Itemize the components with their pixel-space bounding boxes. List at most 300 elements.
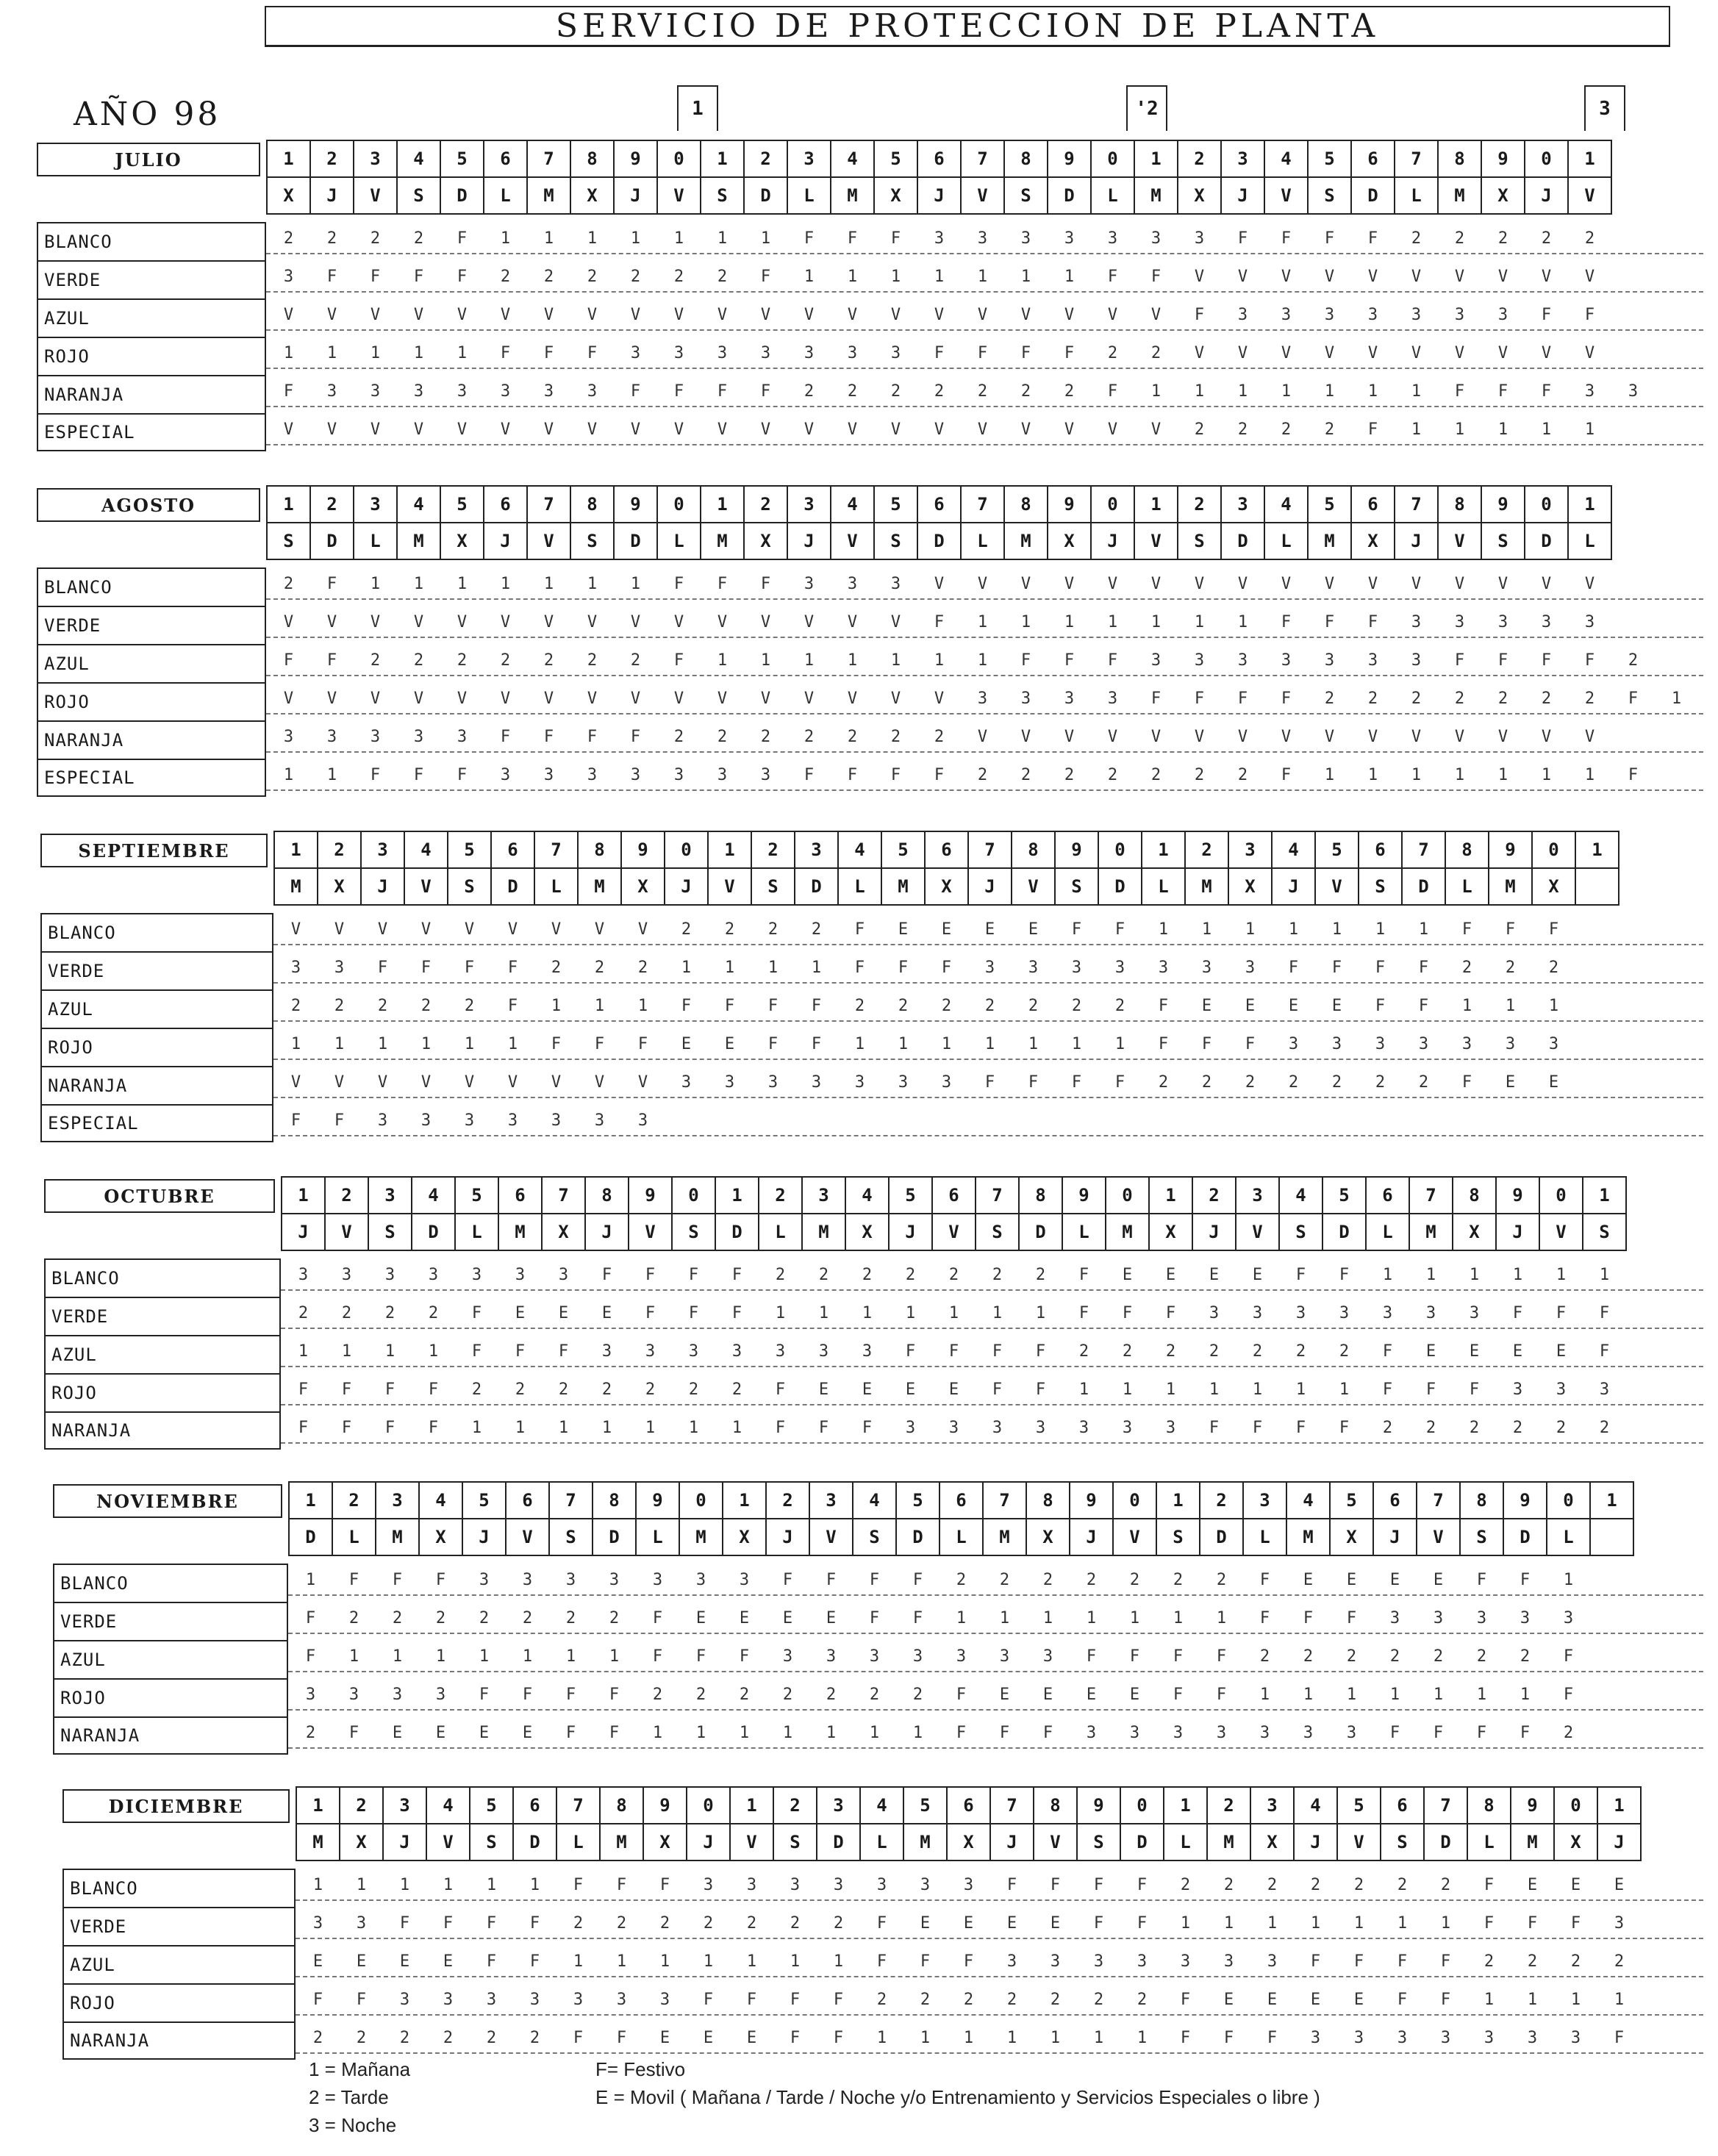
shift-value: 2 [984,997,995,1015]
shift-value: 3 [1520,1609,1531,1627]
shift-value: 1 [652,1724,663,1742]
day-number-cell: 1 [722,1481,767,1519]
shift-value: 3 [782,1647,793,1666]
day-number-cell: 7 [526,485,571,523]
weekday-cell: J [1271,867,1316,906]
weekday-cell: X [722,1518,767,1556]
shift-value: V [717,613,728,631]
shift-value: V [890,613,901,631]
shift-value: 1 [413,344,424,362]
shift-value: V [630,306,641,324]
shift-value: 3 [399,1991,410,2009]
shift-value: F [384,1380,396,1399]
month-label-septiembre: SEPTIEMBRE [40,834,268,867]
day-number-cell: 4 [830,485,875,523]
shift-value: 3 [963,1876,974,1894]
shift-value: E [826,1609,837,1627]
shift-value: 2 [587,651,598,670]
day-number-cell: 9 [1510,1786,1555,1824]
shift-value: F [1281,690,1292,708]
shift-value: E [1042,1686,1053,1704]
shift-value: E [1570,1876,1581,1894]
shift-value: 2 [1469,1419,1480,1437]
shift-value: E [862,1380,873,1399]
shift-value: V [326,613,337,631]
shift-value: 1 [1469,1266,1480,1284]
weekday-cell: M [679,1518,723,1556]
shift-value: 3 [1288,1035,1299,1053]
shift-value: V [1150,728,1162,746]
day-number-cell: 1 [266,140,311,178]
shift-value: 2 [1628,651,1639,670]
shift-value: F [1541,382,1552,401]
shift-value: 1 [1201,920,1212,939]
shift-value: F [1310,1952,1321,1971]
shift-value: V [890,306,901,324]
shift-value: F [594,1035,605,1053]
shift-value: F [1216,1686,1227,1704]
shift-value: F [1548,920,1559,939]
shift-value: 1 [826,1724,837,1742]
shift-value: 1 [565,1647,576,1666]
shift-value: F [1599,1342,1610,1361]
day-number-cell: 5 [469,1786,514,1824]
shift-value: 1 [790,1952,801,1971]
day-number-cell: 8 [1467,1786,1511,1824]
day-number-cell: 0 [1105,1176,1150,1214]
shift-value: V [890,690,901,708]
shift-value: 3 [529,1991,540,2009]
shift-value: F [283,382,294,401]
shift-value: F [1201,1035,1212,1053]
shift-value: 3 [616,1991,627,2009]
shift-value: 1 [681,959,692,977]
day-number-cell: 8 [599,1786,644,1824]
shift-value: V [1064,420,1075,439]
shift-value: 3 [977,690,988,708]
shift-value: F [956,1686,967,1704]
weekday-cell: D [1503,1518,1547,1556]
shift-value: 2 [326,229,337,248]
shift-value: F [1476,1571,1487,1589]
shift-value: F [312,1991,323,2009]
shift-value: 1 [1570,1991,1581,2009]
shift-value: V [977,575,988,593]
shift-value: 2 [601,1380,612,1399]
shift-value: F [854,920,865,939]
day-number-cell: 1 [1589,1481,1634,1519]
shift-value: V [587,613,598,631]
shift-value: F [1461,920,1472,939]
shift-value: 3 [1006,1952,1017,1971]
shift-value: 3 [1331,1035,1342,1053]
weekday-cell: X [1250,1823,1295,1861]
shift-value: 2 [616,1914,627,1933]
shift-value: V [673,420,684,439]
shift-value: 3 [1541,613,1552,631]
weekday-cell: L [1062,1213,1106,1251]
shift-value: 1 [1223,1914,1234,1933]
shift-value: 1 [1541,420,1552,439]
day-number-cell: 0 [1553,1786,1598,1824]
shift-value: 3 [1209,1304,1220,1322]
day-number-cell: 5 [1322,1176,1367,1214]
shift-value: 2 [587,268,598,286]
shift-value: 3 [479,1571,490,1589]
weekday-cell: S [873,522,918,560]
weekday-cell: M [1105,1213,1150,1251]
shift-value: F [1259,1571,1270,1589]
shift-value: 3 [659,1991,670,2009]
shift-value: F [760,268,771,286]
shift-value: V [1281,344,1292,362]
row-divider [288,1594,1703,1596]
shift-value: F [443,1914,454,1933]
shift-value: 3 [312,1914,323,1933]
shift-value: V [1237,728,1248,746]
shift-value: 3 [1375,1035,1386,1053]
weekday-cell: X [620,867,665,906]
shift-value: V [1584,344,1595,362]
shift-value: F [1397,1991,1408,2009]
shift-value: V [283,690,294,708]
weekday-cell: D [309,522,354,560]
shift-value: F [1006,1876,1017,1894]
row-divider [281,1404,1703,1405]
shift-value: F [1433,1724,1444,1742]
shift-value: V [500,420,511,439]
row-divider [266,598,1703,600]
shift-value: V [370,420,381,439]
team-label-naranja: NARANJA [62,2021,296,2060]
day-number-cell: 1 [1156,1481,1200,1519]
shift-value: E [905,1380,916,1399]
team-label-rojo: ROJO [62,1983,296,2021]
shift-value: F [587,728,598,746]
weekday-cell: D [440,176,484,215]
shift-value: 2 [1389,1647,1400,1666]
shift-value: F [1071,920,1082,939]
weekday-cell: M [526,176,571,215]
shift-value: 2 [1194,420,1205,439]
team-label-verde: VERDE [62,1907,296,1945]
row-divider [296,2014,1703,2016]
shift-value: F [290,1111,301,1130]
shift-value: F [688,1266,699,1284]
shift-value: V [803,613,815,631]
shift-value: E [1129,1686,1140,1704]
shift-value: F [1180,1991,1191,2009]
shift-value: V [1237,268,1248,286]
weekday-cell: X [1047,522,1092,560]
weekday-cell: L [483,176,528,215]
legend-noche: 3 = Noche [309,2114,397,2136]
shift-value: 1 [1150,382,1162,401]
shift-value: F [1497,651,1508,670]
shift-value: 1 [1150,613,1162,631]
shift-value: 1 [731,1419,742,1437]
year-label: AÑO 98 [74,96,221,133]
shift-value: F [1165,1304,1176,1322]
weekday-cell: D [1220,522,1265,560]
weekday-cell: J [989,1823,1034,1861]
shift-value: V [1454,728,1465,746]
shift-value: V [1281,268,1292,286]
weekday-cell: M [881,867,926,906]
shift-value: 2 [803,382,815,401]
shift-value: 1 [1497,766,1508,784]
shift-value: F [1137,1914,1148,1933]
shift-value: V [1454,268,1465,286]
shift-value: 2 [1122,1342,1133,1361]
weekday-cell: D [1423,1823,1468,1861]
shift-value: 3 [869,1647,880,1666]
day-number-cell: 5 [903,1786,948,1824]
weekday-cell: M [599,1823,644,1861]
shift-value: 1 [1584,766,1595,784]
day-number-cell: 1 [1134,140,1178,178]
shift-value: 3 [326,382,337,401]
shift-value: 2 [1541,690,1552,708]
day-number-cell: 1 [1148,1176,1193,1214]
row-divider [273,982,1703,984]
shift-value: V [594,1073,605,1092]
shift-value: 1 [479,1647,490,1666]
shift-value: 3 [413,382,424,401]
shift-value: 1 [1520,1686,1531,1704]
shift-value: 1 [1035,1304,1046,1322]
day-number-cell: 6 [1372,1481,1417,1519]
shift-value: F [1461,1073,1472,1092]
weekday-cell: M [273,867,318,906]
shift-value: 1 [1042,1609,1053,1627]
row-divider [266,713,1703,715]
shift-value: E [1165,1266,1176,1284]
weekday-cell: D [1199,1518,1244,1556]
weekday-cell: L [534,867,579,906]
day-number-cell: 7 [1423,1786,1468,1824]
shift-value: 2 [1411,690,1422,708]
weekday-cell: M [903,1823,948,1861]
shift-value: 1 [1397,1914,1408,1933]
shift-value: F [1150,268,1162,286]
shift-value: 3 [890,344,901,362]
shift-value: V [370,613,381,631]
day-number-cell: 6 [924,831,969,869]
shift-value: F [399,1914,410,1933]
shift-value: 2 [1339,1342,1350,1361]
shift-value: F [1150,690,1162,708]
shift-value: 3 [956,1647,967,1666]
shift-value: F [1281,613,1292,631]
shift-value: 3 [992,1419,1003,1437]
shift-value: 2 [377,997,388,1015]
shift-value: F [609,1724,620,1742]
shift-value: F [1129,1647,1140,1666]
shift-value: 3 [1497,613,1508,631]
day-number-cell: 4 [396,485,441,523]
shift-value: V [413,690,424,708]
shift-value: 3 [457,382,468,401]
shift-value: E [1303,1571,1314,1589]
shift-value: 1 [818,1304,829,1322]
day-number-cell: 4 [845,1176,890,1214]
team-label-blanco: BLANCO [53,1564,288,1602]
shift-value: 2 [428,1304,439,1322]
shift-value: V [1020,306,1031,324]
shift-value: V [803,690,815,708]
day-number-cell: 4 [1264,140,1309,178]
day-number-cell: 3 [353,140,398,178]
shift-value: 3 [847,575,858,593]
shift-value: F [898,959,909,977]
shift-value: F [1252,1419,1263,1437]
shift-value: E [898,920,909,939]
shift-value: E [818,1380,829,1399]
weekday-cell: D [917,522,962,560]
shift-value: 1 [1527,1991,1538,2009]
shift-value: F [457,268,468,286]
shift-value: F [305,1609,316,1627]
shift-value: 1 [543,575,554,593]
shift-value: V [507,920,518,939]
shift-value: 2 [1150,766,1162,784]
shift-value: 3 [1237,306,1248,324]
weekday-cell: S [1054,867,1099,906]
shift-value: 2 [283,229,294,248]
weekday-cell: V [353,176,398,215]
shift-value: F [1107,382,1118,401]
day-number-cell: 0 [686,1786,731,1824]
shift-value: 3 [1252,1304,1263,1322]
shift-value: 3 [1563,1609,1574,1627]
shift-value: F [1563,1647,1574,1666]
shift-value: 1 [601,1419,612,1437]
shift-value: 3 [1461,1035,1472,1053]
shift-value: F [847,229,858,248]
shift-value: 2 [731,1380,742,1399]
shift-value: V [551,1073,562,1092]
shift-value: 1 [457,344,468,362]
shift-value: V [283,420,294,439]
day-number-cell: 2 [743,140,788,178]
shift-value: E [399,1952,410,1971]
shift-value: 3 [847,344,858,362]
shift-value: 2 [1599,1419,1610,1437]
shift-value: 3 [1628,382,1639,401]
shift-value: 3 [1367,306,1378,324]
shift-value: 3 [1614,1914,1625,1933]
day-number-cell: 1 [1575,831,1619,869]
shift-value: F [1375,997,1386,1015]
day-number-cell: 7 [989,1786,1034,1824]
weekday-cell: V [1567,176,1612,215]
day-number-cell: 2 [317,831,362,869]
shift-value: 3 [1425,1304,1436,1322]
weekday-cell: L [1264,522,1309,560]
shift-value: F [731,1304,742,1322]
shift-value: F [1050,1876,1061,1894]
shift-value: F [1071,1073,1082,1092]
shift-value: 2 [1310,1876,1321,1894]
shift-value: F [298,1419,309,1437]
weekday-cell: V [324,1213,369,1251]
shift-value: 3 [724,1073,735,1092]
shift-value: 2 [341,1304,352,1322]
row-divider [266,291,1703,293]
team-label-azul: AZUL [37,644,266,682]
weekday-cell: D [816,1823,861,1861]
shift-value: F [428,1380,439,1399]
weekday-cell: M [396,522,441,560]
shift-value: V [1281,575,1292,593]
day-number-cell: 6 [1358,831,1403,869]
shift-value: F [760,575,771,593]
day-number-cell: 5 [888,1176,933,1214]
shift-value: F [1114,1073,1125,1092]
shift-value: F [1389,1724,1400,1742]
shift-value: F [1245,1035,1256,1053]
shift-value: 1 [435,1647,446,1666]
shift-value: 3 [283,728,294,746]
weekday-cell: J [888,1213,933,1251]
shift-value: 1 [1418,920,1429,939]
shift-value: F [543,344,554,362]
shift-value: V [1411,268,1422,286]
shift-value: 3 [1042,1647,1053,1666]
shift-value: 3 [1223,1952,1234,1971]
shift-value: 2 [890,728,901,746]
day-number-cell: 2 [339,1786,384,1824]
shift-value: 2 [1483,1952,1495,1971]
day-number-cell: 6 [490,831,535,869]
day-number-cell: 8 [570,485,615,523]
shift-value: V [760,613,771,631]
day-number-cell: 7 [960,485,1005,523]
shift-value: 3 [1339,1304,1350,1322]
shift-value: 1 [1512,1266,1523,1284]
shift-value: 1 [500,575,511,593]
shift-value: F [457,229,468,248]
shift-value: 2 [659,1914,670,1933]
shift-value: V [630,690,641,708]
row-divider [273,1059,1703,1060]
day-number-cell: 0 [656,485,701,523]
shift-value: 2 [739,1686,750,1704]
shift-value: E [1028,920,1039,939]
day-number-cell: 9 [1503,1481,1547,1519]
shift-value: V [1367,268,1378,286]
shift-value: F [522,1686,533,1704]
shift-value: 1 [1411,382,1422,401]
shift-value: 3 [326,728,337,746]
weekday-cell [1589,1518,1634,1556]
shift-value: F [348,1571,359,1589]
weekday-cell: L [635,1518,680,1556]
shift-value: F [977,344,988,362]
shift-value: V [1064,728,1075,746]
shift-value: 1 [1281,382,1292,401]
shift-value: F [652,1609,663,1627]
shift-value: 1 [890,268,901,286]
shift-value: 2 [1584,690,1595,708]
shift-value: V [847,420,858,439]
day-number-cell: 7 [975,1176,1020,1214]
row-divider [273,1135,1703,1136]
day-number-cell: 2 [765,1481,810,1519]
shift-value: 2 [522,1609,533,1627]
shift-value: 1 [1216,1609,1227,1627]
